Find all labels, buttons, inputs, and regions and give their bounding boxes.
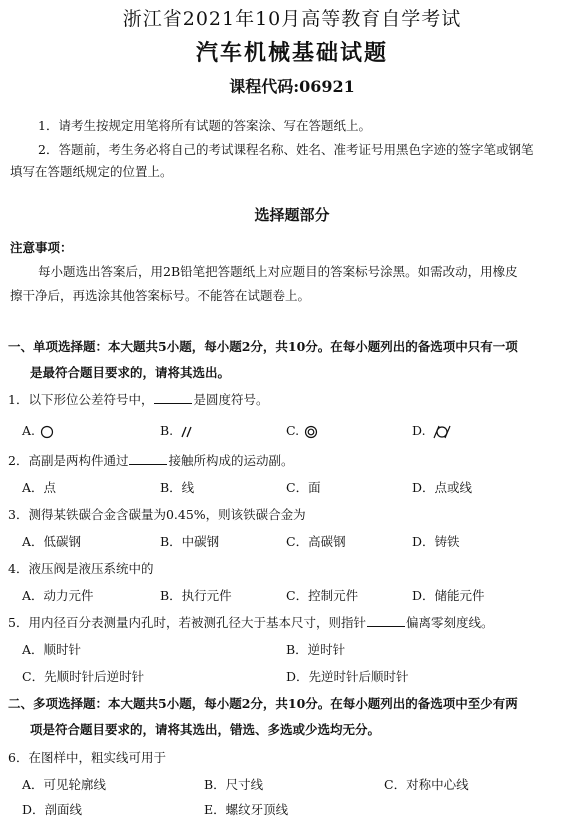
q4-option-c: C．控制元件: [286, 588, 359, 603]
answer-blank: [367, 615, 405, 627]
q6-option-d: D．剖面线: [22, 802, 83, 817]
question-1: [8, 392, 268, 408]
circle-symbol-icon: [39, 425, 55, 439]
q4-option-d: D．储能元件: [412, 588, 485, 603]
q1-option-b: B.: [160, 423, 195, 439]
q1-stem-a: 1．以下形位公差符号中，: [8, 392, 154, 407]
question-6: 6．在图样中，粗实线可用于: [8, 750, 166, 765]
notice-title: 注意事项：: [10, 240, 73, 255]
part1-heading-cont: 是最符合题目要求的，请将其选出。: [30, 365, 231, 380]
q5-option-c: C．先顺时针后逆时针: [22, 669, 145, 684]
q3-option-b: B．中碳钢: [160, 534, 220, 549]
q1-stem-b: 是圆度符号。: [193, 392, 269, 407]
question-3: 3．测得某铁碳合金含碳量为0.45%，则该铁碳合金为: [8, 507, 306, 522]
q2-option-d: D．点或线: [412, 480, 473, 495]
q3-option-d: D．铸铁: [412, 534, 460, 549]
concentric-symbol-icon: [303, 425, 319, 439]
question-2: 2．高副是两构件通过 接触所构成的运动副。: [8, 453, 294, 468]
q1-option-c: C.: [286, 423, 319, 439]
part1-heading: 一、单项选择题：本大题共5小题，每小题2分，共10分。在每小题列出的备选项中只有一项: [8, 339, 518, 354]
q4-option-a: A．动力元件: [22, 588, 94, 603]
part2-heading: 二、多项选择题：本大题共5小题，每小题2分，共10分。在每小题列出的备选项中至少有两: [8, 696, 518, 711]
course-code: 课程代码:06921: [229, 77, 355, 96]
q6-option-b: B．尺寸线: [204, 777, 264, 792]
answer-blank: [154, 392, 192, 404]
q2-option-c: C．面: [286, 480, 321, 495]
q2-option-b: B．线: [160, 480, 195, 495]
q1-option-a: A.: [22, 423, 55, 439]
question-5: 5．用内径百分表测量内孔时，若被测孔径大于基本尺寸，则指针 偏离零刻度线。: [8, 615, 494, 630]
cylindricity-symbol-icon: [430, 424, 454, 440]
notice-line-2: 擦干净后，再选涂其他答案标号。不能答在试题卷上。: [10, 288, 311, 303]
subject-title: 汽车机械基础试题: [195, 40, 388, 66]
notice-line-1: 每小题选出答案后，用2B铅笔把答题纸上对应题目的答案标号涂黑。如需改动，用橡皮: [38, 264, 518, 279]
q2-option-a: A．点: [22, 480, 57, 495]
section-title: 选择题部分: [254, 206, 330, 224]
q5-option-b: B．逆时针: [286, 642, 346, 657]
parallel-symbol-icon: [177, 425, 195, 439]
exam-title: 浙江省2021年10月高等教育自学考试: [122, 8, 462, 30]
q5-option-d: D．先逆时针后顺时针: [286, 669, 409, 684]
q5-option-a: A．顺时针: [22, 642, 82, 657]
q4-option-b: B．执行元件: [160, 588, 232, 603]
q1-option-d: D.: [412, 423, 454, 440]
question-4: 4．液压阀是液压系统中的: [8, 561, 154, 576]
instruction-2-cont: 填写在答题纸规定的位置上。: [10, 164, 173, 179]
q6-option-c: C．对称中心线: [384, 777, 469, 792]
instruction-2: 2．答题前，考生务必将自己的考试课程名称、姓名、准考证号用黑色字迹的签字笔或钢笔: [38, 142, 534, 157]
q3-option-a: A．低碳钢: [22, 534, 82, 549]
q6-option-e: E．螺纹牙顶线: [204, 802, 289, 817]
q6-option-a: A．可见轮廓线: [22, 777, 107, 792]
answer-blank: [129, 453, 167, 465]
instruction-1: 1．请考生按规定用笔将所有试题的答案涂、写在答题纸上。: [38, 118, 371, 133]
q3-option-c: C．高碳钢: [286, 534, 346, 549]
part2-heading-cont: 项是符合题目要求的，请将其选出，错选、多选或少选均无分。: [30, 722, 381, 737]
